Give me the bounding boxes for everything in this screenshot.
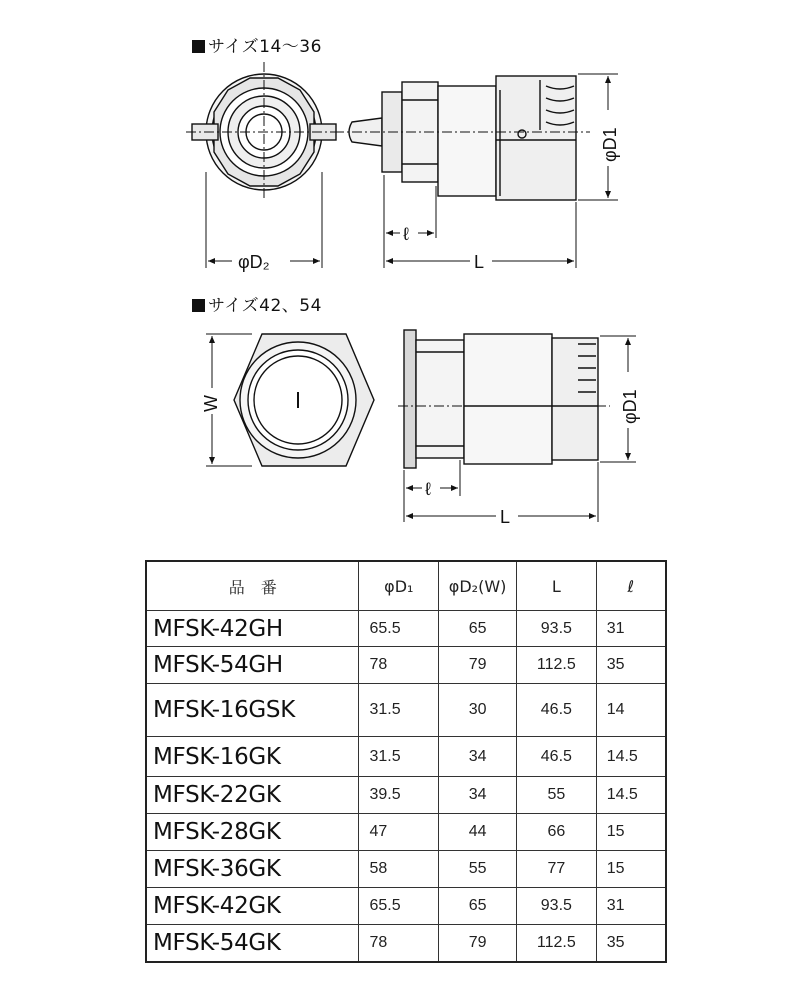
ell-cell: 35	[596, 925, 666, 962]
L-cell: 46.5	[517, 737, 597, 777]
header-ell: ℓ	[596, 561, 666, 611]
d1-cell: 78	[359, 925, 439, 962]
table-row	[146, 777, 666, 814]
table-header-row	[146, 561, 666, 611]
table-row	[146, 737, 666, 777]
L-cell: 112.5	[517, 647, 597, 684]
d1-cell: 39.5	[359, 777, 439, 814]
d1-cell: 65.5	[359, 888, 439, 925]
front-view-large	[206, 334, 374, 466]
ell-cell: 35	[596, 647, 666, 684]
product-code-cell: MFSK-16GK	[146, 737, 359, 777]
table-row	[146, 888, 666, 925]
L-cell: 112.5	[517, 925, 597, 962]
d2-cell: 30	[439, 684, 517, 737]
section-title-text: サイズ14～36	[208, 37, 322, 57]
ell-cell: 14.5	[596, 737, 666, 777]
product-code-cell: MFSK-42GH	[146, 611, 359, 647]
dim-label-ell-1: ℓ	[403, 224, 409, 244]
table-row	[146, 647, 666, 684]
ell-cell: 14.5	[596, 777, 666, 814]
product-code-cell: MFSK-16GSK	[146, 684, 359, 737]
d2-cell: 79	[439, 647, 517, 684]
dim-label-d2: φD₂	[238, 252, 270, 272]
table-row	[146, 611, 666, 647]
ell-cell: 31	[596, 888, 666, 925]
spec-table	[145, 560, 667, 963]
d1-cell: 65.5	[359, 611, 439, 647]
dim-label-d1-1: φD1	[600, 127, 620, 162]
L-cell: 93.5	[517, 888, 597, 925]
d2-cell: 65	[439, 611, 517, 647]
d1-cell: 78	[359, 647, 439, 684]
table-row	[146, 814, 666, 851]
table-row	[146, 925, 666, 962]
product-code-cell: MFSK-54GK	[146, 925, 359, 962]
d2-cell: 34	[439, 777, 517, 814]
table-row	[146, 851, 666, 888]
section-title-text: サイズ42、54	[208, 296, 322, 316]
table-body	[146, 611, 666, 962]
d1-cell: 31.5	[359, 737, 439, 777]
header-product-code: 品 番	[146, 561, 359, 611]
dim-label-L-2: L	[500, 507, 511, 527]
dim-label-L-1: L	[474, 252, 485, 272]
dim-label-w: W	[201, 395, 221, 412]
product-code-cell: MFSK-36GK	[146, 851, 359, 888]
front-view-small	[186, 62, 344, 268]
product-code-cell: MFSK-22GK	[146, 777, 359, 814]
side-view-small	[334, 74, 618, 268]
L-cell: 46.5	[517, 684, 597, 737]
d2-cell: 79	[439, 925, 517, 962]
dim-label-d1-2: φD1	[620, 389, 640, 424]
product-code-cell: MFSK-28GK	[146, 814, 359, 851]
L-cell: 77	[517, 851, 597, 888]
header-L: L	[517, 561, 597, 611]
ell-cell: 15	[596, 851, 666, 888]
d1-cell: 31.5	[359, 684, 439, 737]
L-cell: 55	[517, 777, 597, 814]
header-d2-w: φD₂(W)	[439, 561, 517, 611]
d2-cell: 55	[439, 851, 517, 888]
product-code-cell: MFSK-42GK	[146, 888, 359, 925]
d2-cell: 34	[439, 737, 517, 777]
ell-cell: 31	[596, 611, 666, 647]
ell-cell: 15	[596, 814, 666, 851]
table-row	[146, 684, 666, 737]
L-cell: 93.5	[517, 611, 597, 647]
d1-cell: 58	[359, 851, 439, 888]
d2-cell: 44	[439, 814, 517, 851]
d1-cell: 47	[359, 814, 439, 851]
dim-label-ell-2: ℓ	[425, 479, 431, 499]
L-cell: 66	[517, 814, 597, 851]
ell-cell: 14	[596, 684, 666, 737]
d2-cell: 65	[439, 888, 517, 925]
product-code-cell: MFSK-54GH	[146, 647, 359, 684]
header-d1: φD₁	[359, 561, 439, 611]
